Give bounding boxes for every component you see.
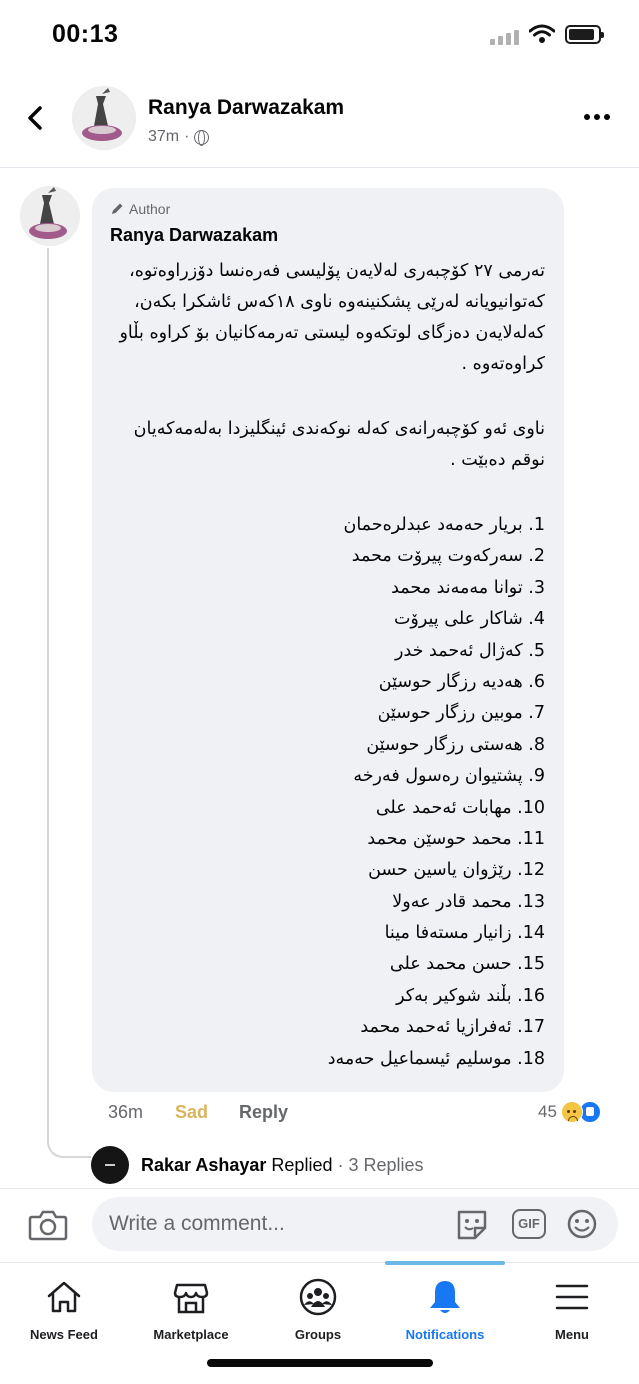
back-arrow-icon[interactable] [18, 100, 54, 136]
comment-time: 36m [108, 1102, 144, 1122]
profile-avatar[interactable] [72, 86, 136, 150]
menu-icon [552, 1277, 592, 1317]
nav-label: Notifications [405, 1327, 485, 1342]
list-item: 9. پشتیوان رەسول فەرخە [353, 766, 545, 787]
meta-separator: · [184, 128, 190, 145]
list-item: 8. هەستی رزگار حوسێن [366, 734, 545, 755]
list-item: 6. هەدیە رزگار حوسێن [378, 671, 545, 692]
bell-icon [425, 1277, 465, 1317]
nav-label: News Feed [30, 1327, 98, 1342]
emoji-icon[interactable] [565, 1208, 599, 1240]
marketplace-icon [171, 1277, 211, 1317]
nav-label: Menu [555, 1327, 589, 1342]
post-meta [148, 128, 209, 146]
post-header [0, 78, 639, 168]
nav-news-feed[interactable] [0, 1263, 128, 1353]
list-item: 16. بڵند شوکیر بەکر [396, 985, 545, 1006]
status-bar [0, 0, 639, 70]
nav-groups[interactable] [254, 1263, 382, 1353]
list-item: 5. کەژال ئەحمد خدر [395, 640, 545, 661]
list-item: 2. سەرکەوت پیرۆت محمد [351, 546, 545, 567]
home-indicator[interactable] [207, 1359, 433, 1367]
list-item: 7. موبین رزگار حوسێن [377, 703, 545, 724]
list-item: 13. محمد قادر عەولا [392, 891, 545, 912]
list-item: 17. ئەفرازیا ئەحمد محمد [360, 1017, 545, 1038]
author-badge [110, 201, 170, 217]
reaction-summary[interactable] [538, 1101, 601, 1123]
comment-paragraph-2: ناوی ئەو کۆچبەرانەی کەلە نوکەندی ئینگلیزدا بەلەمەکەیان نوقم دەبێت . [133, 419, 545, 470]
comment-author-name[interactable]: Ranya Darwazakam [110, 225, 279, 245]
list-item: 1. بریار حەمەد عبدلرەحمان [343, 515, 545, 535]
home-icon [44, 1277, 84, 1317]
list-item: 11. محمد حوسێن محمد [367, 828, 545, 849]
status-time: 00:13 [52, 20, 119, 48]
names-list [113, 510, 545, 1075]
reply-button[interactable]: Reply [239, 1102, 289, 1122]
view-replies[interactable] [91, 1146, 424, 1184]
replier-name: Rakar Ashayar [141, 1154, 267, 1175]
post-time: 37m [148, 128, 180, 145]
replied-label: Replied [271, 1154, 333, 1175]
list-item: 4. شاکار علی پیرۆت [393, 609, 545, 630]
gif-icon[interactable]: GIF [512, 1209, 546, 1239]
nav-label: Marketplace [153, 1327, 229, 1342]
list-item: 14. زانیار مستەفا مینا [384, 923, 545, 944]
comment-paragraph-1: تەرمی ٢٧ کۆچبەری لەلایەن پۆلیسی فەرەنسا دۆزراوەتوە، کەتوانیویانە لەرێی پشکنینەوە ناوی ١٨کەس ئاشکرا بکەن، کەلەلایەن دەزگای لوتکەوە لیستی تەرمەکانیان بۆ کراوە بڵاو کراوەتەوە . [119, 261, 545, 374]
replier-avatar [91, 1146, 129, 1184]
list-item: 18. موسلیم ئیسماعیل حەمەد [327, 1048, 545, 1069]
nav-menu[interactable] [508, 1263, 636, 1353]
comment-author-avatar[interactable] [20, 186, 80, 246]
more-options-icon[interactable] [584, 102, 616, 132]
camera-icon[interactable] [28, 1209, 68, 1241]
pencil-icon [110, 202, 124, 216]
list-item: 15. حسن محمد علی [389, 954, 545, 975]
reaction-count: 45 [538, 1102, 557, 1121]
list-item: 3. توانا مەمەند محمد [391, 577, 545, 598]
groups-icon [298, 1277, 338, 1317]
author-badge-label: Author [129, 201, 171, 217]
signal-icon [490, 27, 524, 45]
comment-composer [0, 1188, 639, 1260]
list-item: 12. رێژوان یاسین حسن [368, 860, 545, 881]
nav-label: Groups [294, 1327, 342, 1342]
reply-count: · 3 Replies [337, 1154, 424, 1175]
wifi-icon [529, 24, 555, 44]
sticker-icon[interactable] [455, 1208, 489, 1240]
nav-notifications[interactable] [381, 1263, 509, 1353]
profile-name[interactable]: Ranya Darwazakam [148, 96, 345, 119]
reaction-button[interactable]: Sad [175, 1102, 209, 1122]
list-item: 10. مهابات ئەحمد علی [375, 797, 545, 818]
comment-bubble [92, 188, 564, 1092]
nav-marketplace[interactable] [127, 1263, 255, 1353]
sad-emoji-icon [561, 1101, 583, 1123]
battery-icon [565, 25, 601, 44]
thread-connector [47, 248, 91, 1158]
globe-icon [194, 130, 209, 145]
